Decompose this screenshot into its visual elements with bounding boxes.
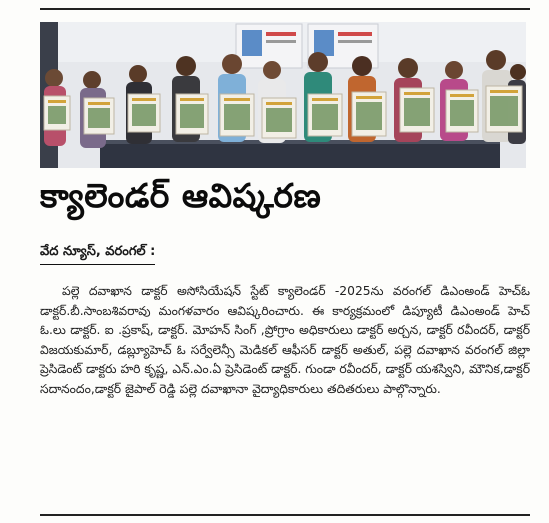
article-body: పల్లె దవాఖాన డాక్టర్ అసోసియేషన్ స్టేట్ క్యాలెండర్ -2025ను వరంగల్ డిఎంఅండ్ హెచ్ఓ డాక్టర్.బీ.సాంబశివరావు మంగళవారం ఆవిష్కరించారు. ఈ కార్యక్రమంలో డిప్యూటీ డిఎంఅండ్ హెచ్ ఓ.లు డాక్టర్. ఐ .ప్రకాష్, డాక్టర్. మోహన్ సింగ్ ,ప్రోగ్రాం అధికారులు డాక్టర్ అర్చన, డాక్టర్ రవీందర్, డాక్టర్ విజయకుమార్, డబ్ల్యూహెచ్ ఓ సర్వేలెన్సీ మెడికల్ ఆఫీసర్ డాక్టర్ అతుల్, పల్లె దవాఖాన వరంగల్ జిల్లా ప్రెసిడెంట్ డాక్టరు హరి కృష్ణ, ఎన్.ఎం.ఏ ప్రెసిడెంట్ డాక్టర్. గుండా రవీందర్, డాక్టర్ యశస్విని, మౌనిక,డాక్టర్ సదానందం,డాక్టర్ జైపాల్ రెడ్డి పల్లె దవాఖానా వైద్యాధికారులు తదితరులు పాల్గొన్నారు. [40,284,530,396]
bottom-divider [40,514,530,516]
news-photo [40,22,526,168]
top-divider [40,0,530,10]
headline: క్యాలెండర్ ఆవిష్కరణ [40,176,322,215]
calendar-launch-photo [40,22,526,168]
byline: వేద న్యూస్, వరంగల్ : [40,244,155,265]
